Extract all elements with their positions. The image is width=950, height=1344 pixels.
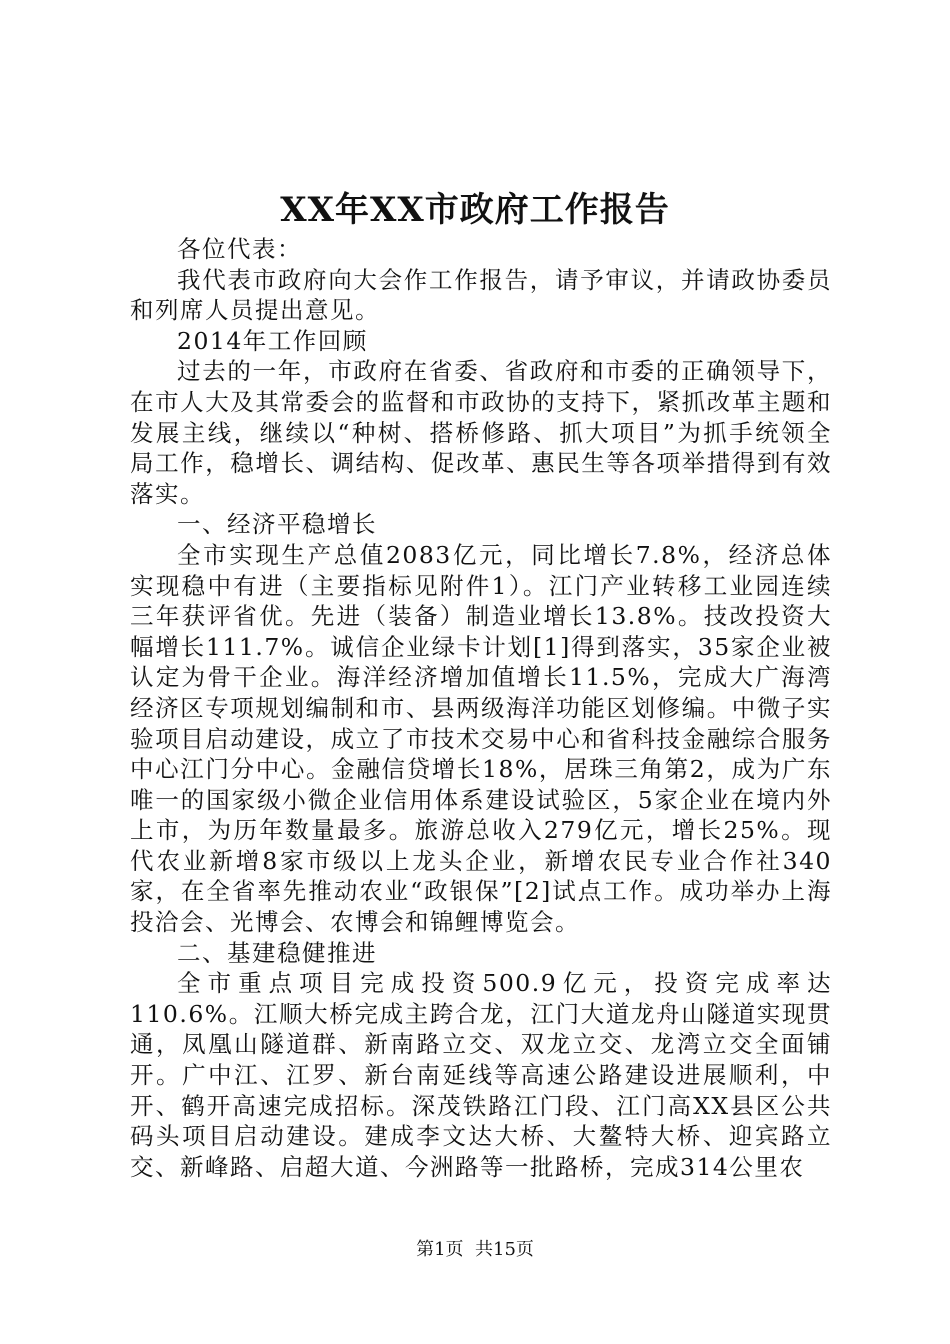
paragraph-salutation: 各位代表： — [177, 235, 302, 263]
paragraph-review-summary: 过去的一年，市政府在省委、省政府和市委的正确领导下，在市人大及其常委会的监督和市政协的支持下，紧抓改革主题和发展主线，继续以“种树、搭桥修路、抓大项目”为抓手统领全局工作，稳增长、调结构、促改革、惠民生等各项举措得到有效落实。 — [130, 357, 832, 508]
section-heading-infrastructure: 二、基建稳健推进 — [177, 938, 377, 967]
paragraph-intro: 我代表市政府向大会作工作报告，请予审议，并请政协委员和列席人员提出意见。 — [130, 265, 832, 325]
paragraph-economy: 全市实现生产总值2083亿元，同比增长7.8%，经济总体实现稳中有进（主要指标见附件1）。江门产业转移工业园连续三年获评省优。先进（装备）制造业增长13.8%。技改投资大幅增长111.7%。诚信企业绿卡计划[1]得到落实，35家企业被认定为骨干企业。海洋经济增加值增长11.5%，完成大广海湾经济区专项规划编制和市、县两级海洋功能区划修编。中微子实验项目启动建设，成立了市技术交易中心和省科技金融综合服务中心江门分中心。金融信贷增长18%，居珠三角第2，成为广东唯一的国家级小微企业信用体系建设试验区，5家企业在境内外上市，为历年数量最多。旅游总收入279亿元，增长25%。现代农业新增8家市级以上龙头企业，新增农民专业合作社340家，在全省率先推动农业“政银保”[2]试点工作。成功举办上海投洽会、光博会、农博会和锦鲤博览会。 — [130, 540, 832, 937]
page-footer: 第1页 共15页 — [416, 1239, 534, 1260]
section-heading-economy: 一、经济平稳增长 — [177, 510, 377, 539]
document-title: XX年XX市政府工作报告 — [280, 190, 670, 230]
section-heading-2014-review: 2014年工作回顾 — [177, 326, 368, 355]
document-body — [130, 234, 832, 1182]
paragraph-infrastructure: 全市重点项目完成投资500.9亿元，投资完成率达110.6%。江顺大桥完成主跨合龙，江门大道龙舟山隧道实现贯通，凤凰山隧道群、新南路立交、双龙立交、龙湾立交全面铺开。广中江、江罗、新台南延线等高速公路建设进展顺利，中开、鹤开高速完成招标。深茂铁路江门段、江门高XX县区公共码头项目启动建设。建成李文达大桥、大鳌特大桥、迎宾路立交、新峰路、启超大道、今洲路等一批路桥，完成314公里农 — [130, 969, 832, 1181]
